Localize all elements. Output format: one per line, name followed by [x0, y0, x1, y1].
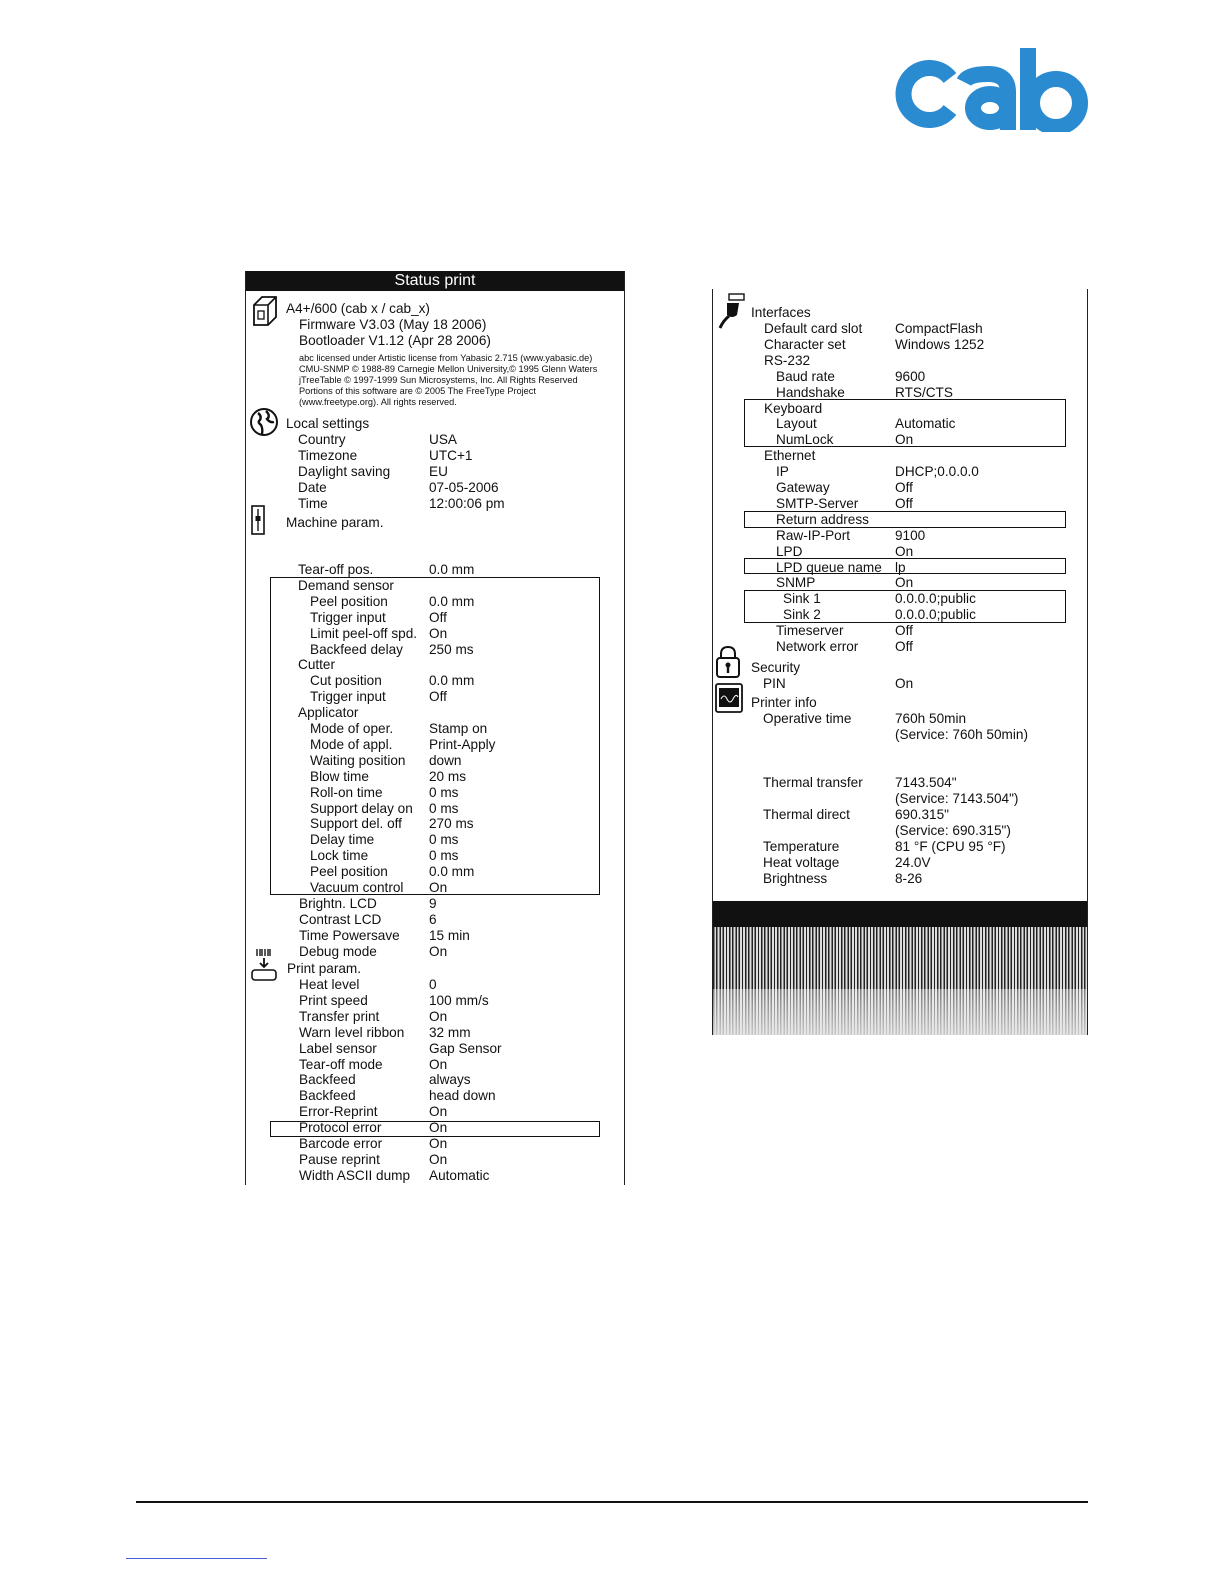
- row-value: CompactFlash: [895, 321, 983, 336]
- row-label: Keyboard: [764, 400, 823, 416]
- row-value: 15 min: [429, 927, 470, 943]
- machine-param-icon: [251, 505, 265, 535]
- row-value: 690.315": [895, 807, 949, 822]
- row-label: Sink 1: [783, 591, 821, 607]
- row-value: Off: [895, 495, 913, 511]
- row-label: PIN: [763, 676, 786, 691]
- row-value: DHCP;0.0.0.0: [895, 464, 979, 480]
- row-label: Waiting position: [310, 752, 406, 768]
- row-label: LPD: [776, 543, 803, 559]
- row-label: Backfeed delay: [310, 641, 403, 657]
- row-label: Network error: [776, 639, 859, 654]
- row-value: Off: [895, 480, 913, 495]
- row-label: Mode of oper.: [310, 721, 394, 736]
- row-value: 100 mm/s: [429, 992, 489, 1008]
- row-value: 6: [429, 911, 437, 927]
- row-label: Character set: [764, 336, 846, 352]
- row-value: 0: [429, 977, 437, 992]
- row-value: Gap Sensor: [429, 1040, 502, 1056]
- row-value: 0 ms: [429, 800, 459, 816]
- row-value: On: [429, 1104, 448, 1120]
- print-edge-black: [713, 901, 1087, 927]
- row-label: Time Powersave: [299, 927, 400, 943]
- row-value: 7143.504": [895, 775, 957, 790]
- row-value: 12:00:06 pm: [429, 496, 505, 511]
- row-value: On: [429, 1120, 448, 1136]
- row-value: Automatic: [895, 416, 956, 432]
- row-label: Support delay on: [310, 800, 413, 816]
- row-label: Roll-on time: [310, 784, 383, 800]
- row-value: USA: [429, 432, 457, 447]
- row-value: Print-Apply: [429, 736, 496, 752]
- row-value: Stamp on: [429, 721, 488, 736]
- row-label: Protocol error: [299, 1120, 382, 1136]
- license-line: jTreeTable © 1997-1999 Sun Microsystems, Inc. All Rights Reserved: [299, 375, 578, 385]
- row-label: Brightness: [763, 871, 828, 886]
- row-label: Time: [298, 496, 328, 511]
- row-value: always: [429, 1072, 471, 1088]
- monitor-icon: [715, 683, 743, 713]
- row-label: Timeserver: [776, 623, 844, 639]
- row-value: 20 ms: [429, 768, 467, 784]
- row-label: Limit peel-off spd.: [310, 625, 418, 641]
- row-value: UTC+1: [429, 448, 473, 463]
- row-value: 0.0.0.0;public: [895, 591, 976, 607]
- row-value: 0.0 mm: [429, 673, 475, 689]
- row-label: LPD queue name: [776, 559, 882, 575]
- row-value: On: [429, 1151, 448, 1167]
- row-label: Brightn. LCD: [299, 895, 377, 911]
- row-value: lp: [895, 559, 906, 575]
- row-label: Contrast LCD: [299, 911, 382, 927]
- row-value: 8-26: [895, 871, 923, 886]
- plug-icon: [715, 293, 745, 329]
- license-line: CMU-SNMP © 1988-89 Carnegie Mellon University,© 1995 Glenn Waters: [299, 364, 598, 374]
- row-label: Thermal transfer: [763, 775, 863, 790]
- row-label: Lock time: [310, 848, 369, 864]
- row-label: Raw-IP-Port: [776, 527, 851, 543]
- row-label: Sink 2: [783, 607, 821, 623]
- row-value: On: [429, 1056, 448, 1072]
- row-value: (Service: 690.315"): [895, 823, 1011, 838]
- footer-rule: [136, 1501, 1088, 1503]
- row-label: Gateway: [776, 480, 830, 495]
- row-label: Date: [298, 480, 327, 495]
- row-label: Cut position: [310, 673, 382, 689]
- status-print-title: Status print: [246, 271, 624, 291]
- row-value: On: [895, 575, 914, 591]
- row-value: 81 °F (CPU 95 °F): [895, 839, 1006, 854]
- row-value: 0 ms: [429, 832, 459, 848]
- interfaces-heading: Interfaces: [751, 305, 811, 320]
- lock-icon: [715, 645, 741, 679]
- status-print-panel: [245, 271, 625, 1185]
- row-label: IP: [776, 464, 789, 480]
- row-value: 24.0V: [895, 855, 931, 870]
- footer-link-underline[interactable]: [126, 1558, 267, 1559]
- row-label: Backfeed: [299, 1088, 356, 1104]
- row-label: SNMP: [776, 575, 816, 591]
- row-label: Mode of appl.: [310, 736, 393, 752]
- row-label: Warn level ribbon: [299, 1024, 405, 1040]
- row-label: Ethernet: [764, 448, 816, 464]
- row-value: Off: [895, 639, 913, 654]
- row-value: (Service: 760h 50min): [895, 727, 1028, 742]
- row-label: Transfer print: [299, 1008, 380, 1024]
- row-value: 0.0.0.0;public: [895, 607, 976, 623]
- row-label: Barcode error: [299, 1136, 383, 1151]
- row-label: Delay time: [310, 832, 375, 848]
- cab-logo: [892, 48, 1090, 132]
- row-value: 0.0 mm: [429, 593, 475, 609]
- printer-model: A4+/600 (cab x / cab_x): [286, 301, 430, 316]
- row-value: (Service: 7143.504"): [895, 791, 1019, 806]
- row-value: 9100: [895, 527, 926, 543]
- row-label: RS-232: [764, 352, 811, 368]
- row-value: Automatic: [429, 1167, 490, 1183]
- status-print-continued-panel: [712, 289, 1088, 1035]
- row-label: NumLock: [776, 432, 834, 448]
- row-value: 0.0 mm: [429, 562, 475, 577]
- row-label: Pause reprint: [299, 1151, 380, 1167]
- row-value: EU: [429, 464, 448, 479]
- row-label: Operative time: [763, 711, 852, 726]
- row-label: Tear-off pos.: [298, 562, 374, 577]
- row-label: Temperature: [763, 839, 840, 854]
- row-value: On: [429, 880, 448, 895]
- row-value: 270 ms: [429, 816, 474, 832]
- license-line: Portions of this software are © 2005 The FreeType Project: [299, 386, 536, 396]
- row-label: Applicator: [298, 705, 359, 721]
- bootloader-version: Bootloader V1.12 (Apr 28 2006): [299, 333, 491, 348]
- firmware-version: Firmware V3.03 (May 18 2006): [299, 317, 487, 332]
- row-value: head down: [429, 1088, 496, 1104]
- machine-param-heading: Machine param.: [286, 515, 384, 530]
- row-label: Width ASCII dump: [299, 1167, 411, 1183]
- row-label: Peel position: [310, 864, 388, 880]
- license-line: abc licensed under Artistic license from Yabasic 2.715 (www.yabasic.de): [299, 353, 593, 363]
- row-label: Support del. off: [310, 816, 402, 832]
- print-param-icon: [250, 947, 278, 983]
- row-value: On: [895, 543, 914, 559]
- printer-info-heading: Printer info: [751, 695, 817, 710]
- row-label: SMTP-Server: [776, 495, 859, 511]
- row-label: Label sensor: [299, 1040, 377, 1056]
- row-label: Vacuum control: [310, 880, 404, 895]
- row-value: 32 mm: [429, 1024, 471, 1040]
- print-param-heading: Print param.: [287, 961, 362, 976]
- row-value: On: [895, 432, 914, 448]
- printer-icon: [250, 295, 278, 327]
- license-line: (www.freetype.org). All rights reserved.: [299, 397, 457, 407]
- row-value: 760h 50min: [895, 711, 967, 726]
- row-value: 0 ms: [429, 848, 459, 864]
- row-value: On: [895, 676, 914, 691]
- row-label: Error-Reprint: [299, 1104, 378, 1120]
- row-value: 250 ms: [429, 641, 474, 657]
- row-label: Cutter: [298, 657, 336, 673]
- row-value: On: [429, 1008, 448, 1024]
- row-value: Off: [429, 689, 447, 705]
- row-label: Debug mode: [299, 943, 377, 959]
- row-value: 9600: [895, 368, 926, 384]
- row-value: RTS/CTS: [895, 384, 953, 400]
- row-label: Heat voltage: [763, 855, 840, 870]
- row-value: 0 ms: [429, 784, 459, 800]
- row-label: Heat level: [299, 977, 360, 992]
- row-label: Backfeed: [299, 1072, 356, 1088]
- row-label: Return address: [776, 511, 869, 527]
- row-label: Blow time: [310, 768, 369, 784]
- row-value: down: [429, 752, 462, 768]
- row-value: On: [429, 625, 448, 641]
- row-value: On: [429, 943, 448, 959]
- security-heading: Security: [751, 660, 801, 675]
- row-label: Peel position: [310, 593, 388, 609]
- row-label: Handshake: [776, 384, 845, 400]
- row-value: 07-05-2006: [429, 480, 499, 495]
- row-label: Baud rate: [776, 368, 835, 384]
- globe-icon: [249, 407, 279, 437]
- row-label: Default card slot: [764, 321, 863, 336]
- row-value: On: [429, 1136, 448, 1151]
- row-value: Off: [429, 609, 447, 625]
- row-value: Off: [895, 623, 913, 639]
- row-label: Thermal direct: [763, 807, 850, 822]
- row-label: Layout: [776, 416, 817, 432]
- row-label: Country: [298, 432, 346, 447]
- row-label: Trigger input: [310, 689, 386, 705]
- row-label: Print speed: [299, 992, 368, 1008]
- row-label: Tear-off mode: [299, 1056, 383, 1072]
- row-label: Demand sensor: [298, 577, 394, 593]
- row-value: Windows 1252: [895, 336, 985, 352]
- row-value: 0.0 mm: [429, 864, 475, 880]
- row-value: 9: [429, 895, 437, 911]
- row-label: Daylight saving: [298, 464, 391, 479]
- row-label: Timezone: [298, 448, 358, 463]
- print-test-pattern-fade: [713, 989, 1087, 1035]
- local-settings-heading: Local settings: [286, 416, 370, 431]
- row-label: Trigger input: [310, 609, 386, 625]
